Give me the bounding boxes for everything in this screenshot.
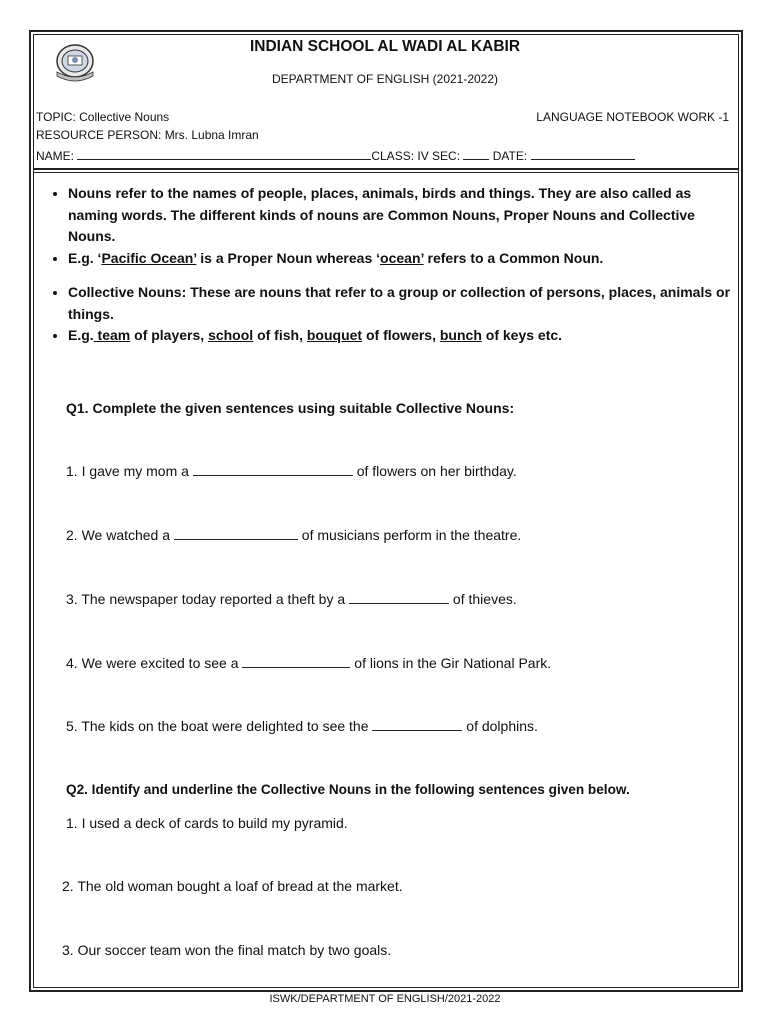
q1-item: 2. We watched a of musicians perform in the theatre. [66,527,522,543]
q1-item: 5. The kids on the boat were delighted to see the of dolphins. [66,718,538,734]
note-collective-definition: • Collective Nouns: These are nouns that refer to a group or collection of persons, places, animals or things. [68,282,738,325]
student-details-row [36,147,635,163]
q1-item: 1. I gave my mom a of flowers on her birthday. [66,463,517,479]
note-collective-example: • E.g. team of players, school of fish, bouquet of flowers, bunch of keys etc. [68,325,738,347]
q2-title: Q2. Identify and underline the Collective Nouns in the following sentences given below. [66,782,630,797]
work-label: LANGUAGE NOTEBOOK WORK -1 [536,110,729,124]
page-border-inner [33,34,739,988]
department-title: DEPARTMENT OF ENGLISH (2021-2022) [271,72,499,86]
name-label: NAME: [36,149,78,163]
q2-item: 2. The old woman bought a loaf of bread at the market. [62,878,403,894]
date-field[interactable] [531,147,635,160]
q1-item: 3. The newspaper today reported a theft by a of thieves. [66,591,517,607]
name-field[interactable] [77,147,371,160]
q2-item: 1. I used a deck of cards to build my pyramid. [66,815,348,831]
q1-answer-blank[interactable] [372,718,462,731]
header-divider [33,168,739,170]
note-proper-common-example: • E.g. ‘Pacific Ocean’ is a Proper Noun whereas ‘ocean’ refers to a Common Noun. [68,248,738,270]
notes-section [48,183,738,347]
q1-item: 4. We were excited to see a of lions in the Gir National Park. [66,655,552,671]
note-nouns-definition: • Nouns refer to the names of people, places, animals, birds and things. They are also called as naming words. The different kinds of nouns are Common Nouns, Proper Nouns and Collective Nouns. [68,183,738,248]
topic-label: TOPIC: Collective Nouns [36,110,170,124]
q1-answer-blank[interactable] [242,655,350,668]
page-footer: ISWK/DEPARTMENT OF ENGLISH/2021-2022 [269,993,501,1005]
resource-person: RESOURCE PERSON: Mrs. Lubna Imran [36,128,259,142]
class-sec-label: CLASS: IV SEC: [371,149,464,163]
section-field[interactable] [463,147,489,160]
q1-answer-blank[interactable] [193,463,353,476]
header-divider-thin [33,172,739,173]
date-label: DATE: [489,149,531,163]
q2-item: 3. Our soccer team won the final match by two goals. [62,942,392,958]
q1-answer-blank[interactable] [174,527,298,540]
school-name: INDIAN SCHOOL AL WADI AL KABIR [249,38,521,55]
q1-answer-blank[interactable] [349,591,449,604]
q1-title: Q1. Complete the given sentences using suitable Collective Nouns: [66,400,515,416]
